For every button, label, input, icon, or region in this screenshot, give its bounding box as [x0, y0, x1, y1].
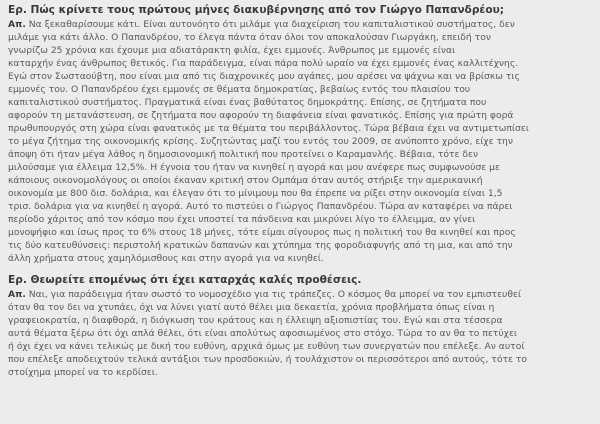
- qa-block-2: [8, 274, 594, 379]
- answer-line: γνωρίζω 25 χρόνια και έχουμε μια αδιατάρακτη φιλία, έχει εμμονές. Άνθρωπος με εμμονές είναι: [8, 45, 456, 56]
- answer-line: οικονομία με 800 δισ. δολάρια, και έλεγαν ότι το μίνιμουμ που θα έπρεπε να ρίξει στην οικονομία είναι 1,5: [8, 188, 503, 199]
- answer-line: κάποιους οικονομολόγους οι οποίοι έκαναν κριτική στον Ομπάμα όταν αυτός στήριξε την αμερικανική: [8, 175, 483, 186]
- qa-block-1: [8, 4, 594, 265]
- answer-label: Απ.: [8, 19, 26, 30]
- answer-line: περίοδο χάριτος από τον κόσμο που έχει υποστεί τα πάνδεινα και μικρύνει λίγο το έλλειμμα, αν γίνει: [8, 214, 476, 225]
- answer-line: καπιταλιστικού συστήματος. Πραγματικά είναι ένας βαθύτατος δημοκράτης. Επίσης, σε ζητήματα που: [8, 97, 487, 108]
- answer-label: Απ.: [8, 289, 26, 300]
- answer-line: μιλούσαμε για έλλειμα 12,5%. Η έγνοια του ήταν να κινηθεί η αγορά και μου ανέφερε πως συμφωνούσε με: [8, 162, 500, 173]
- answer-line: μονοψήφιο και ίσως προς το 6% στους 18 μήνες, τότε είμαι σίγουρος πως η πολιτική του θα κινηθεί και προς: [8, 227, 516, 238]
- answer-line: το μέγα ζήτημα της οικονομικής κρίσης. Συζητώντας μαζί του εντός του 2009, σε ανύποπτο χρόνο, είχε την: [8, 136, 513, 147]
- answer-line: γραφειοκρατία, η διαφθορά, η διόγκωση του κράτους και η έλλειψη αξιοπιστίας του. Εγώ και στα τέσσερα: [8, 315, 503, 326]
- answer-line: πρωθυπουργός στη χώρα είναι φανατικός με τα θέματα του περιβάλλοντος. Τώρα βέβαια έχει να αντιμετωπίσει: [8, 123, 529, 134]
- answer-line: μιλάμε για κάτι άλλο. Ο Παπανδρέου, το έλεγα πάντα όταν όλοι τον αποκαλούσαν Γιωργάκη, επειδή τον: [8, 32, 491, 43]
- answer-2: [8, 288, 594, 379]
- answer-line: τις δύο κατευθύνσεις: περιστολή κρατικών δαπανών και χτύπημα της φοροδιαφυγής από τη μια, και από την: [8, 240, 513, 251]
- answer-line: ή όχι έχει να κάνει τελικώς με δική του ευθύνη, αρχικά όμως με ευθύνη των συνεργατών που επέλεξε. Αν αυτοί: [8, 341, 525, 352]
- answer-line: αφορούν τη μετανάστευση, σε ζητήματα που αφορούν τη διαφάνεια είναι φανατικός. Επίσης για πρώτη φορά: [8, 110, 514, 121]
- answer-1: [8, 18, 594, 265]
- answer-line: άποψη ότι ήταν μέγα λάθος η δημοσιονομική πολιτική που προτείνει ο Καραμανλής. Βέβαια, τότε δεν: [8, 149, 479, 160]
- answer-line: εμμονές του. Ο Παπανδρέου έχει εμμονές σε θέματα δημοκρατίας, βεβαίως εντός του πλαισίου του: [8, 84, 471, 95]
- answer-line: όταν θα τον δει να χτυπάει, όχι να λύνει γιατί αυτό θέλει μια δεκαετία, χρόνια προβλήματα όπως είναι η: [8, 302, 495, 313]
- answer-line: [8, 288, 594, 301]
- question-2: Ερ. Θεωρείτε επομένως ότι έχει καταρχάς καλές προθέσεις.: [8, 274, 362, 286]
- answer-line: αυτά θέματα ξέρω ότι όχι απλά θέλει, ότι είναι απολύτως αφοσιωμένος στο στόχο. Τώρα το αν θα το πετύχει: [8, 328, 518, 339]
- answer-line: τρισ. δολάρια για να κινηθεί η αγορά. Αυτό το πιστεύει ο Γιώργος Παπανδρέου. Τώρα αν καταφέρει να πάρει: [8, 201, 513, 212]
- answer-line: Εγώ στον Σωσταούβτη, που είναι μια από τις διαχρονικές μου αγάπες, μου αρέσει να ψάχνω και να βρίσκω τις: [8, 71, 520, 82]
- question-1: Ερ. Πώς κρίνετε τους πρώτους μήνες διακυβέρνησης από τον Γιώργο Παπανδρέου;: [8, 4, 504, 16]
- answer-line: [8, 18, 594, 31]
- answer-line: καταρχήν ένας άνθρωπος θετικός. Για παράδειγμα, είναι πάρα πολύ ωραίο να έχει εμμονές ένας καλλιτέχνης.: [8, 58, 519, 69]
- answer-text: Ναι, για παράδειγμα ήταν σωστό το νομοσχέδιο για τις τράπεζες. Ο κόσμος θα μπορεί να τον εμπιστευθεί: [25, 289, 522, 300]
- answer-text: Να ξεκαθαρίσουμε κάτι. Είναι αυτονόητο ότι μιλάμε για διαχείριση του καπιταλιστικού συστήματος, δεν: [25, 19, 515, 30]
- answer-line: που επέλεξε αποδειχτούν τελικά αντάξιοι των προσδοκιών, ή τουλάχιστον οι περισσότεροι από αυτούς, τότε το: [8, 354, 528, 365]
- answer-line: στοίχημα μπορεί να το κερδίσει.: [8, 367, 158, 378]
- answer-line: άλλη χρήματα στους χαμηλόμισθους και στην αγορά για να κινηθεί.: [8, 253, 324, 264]
